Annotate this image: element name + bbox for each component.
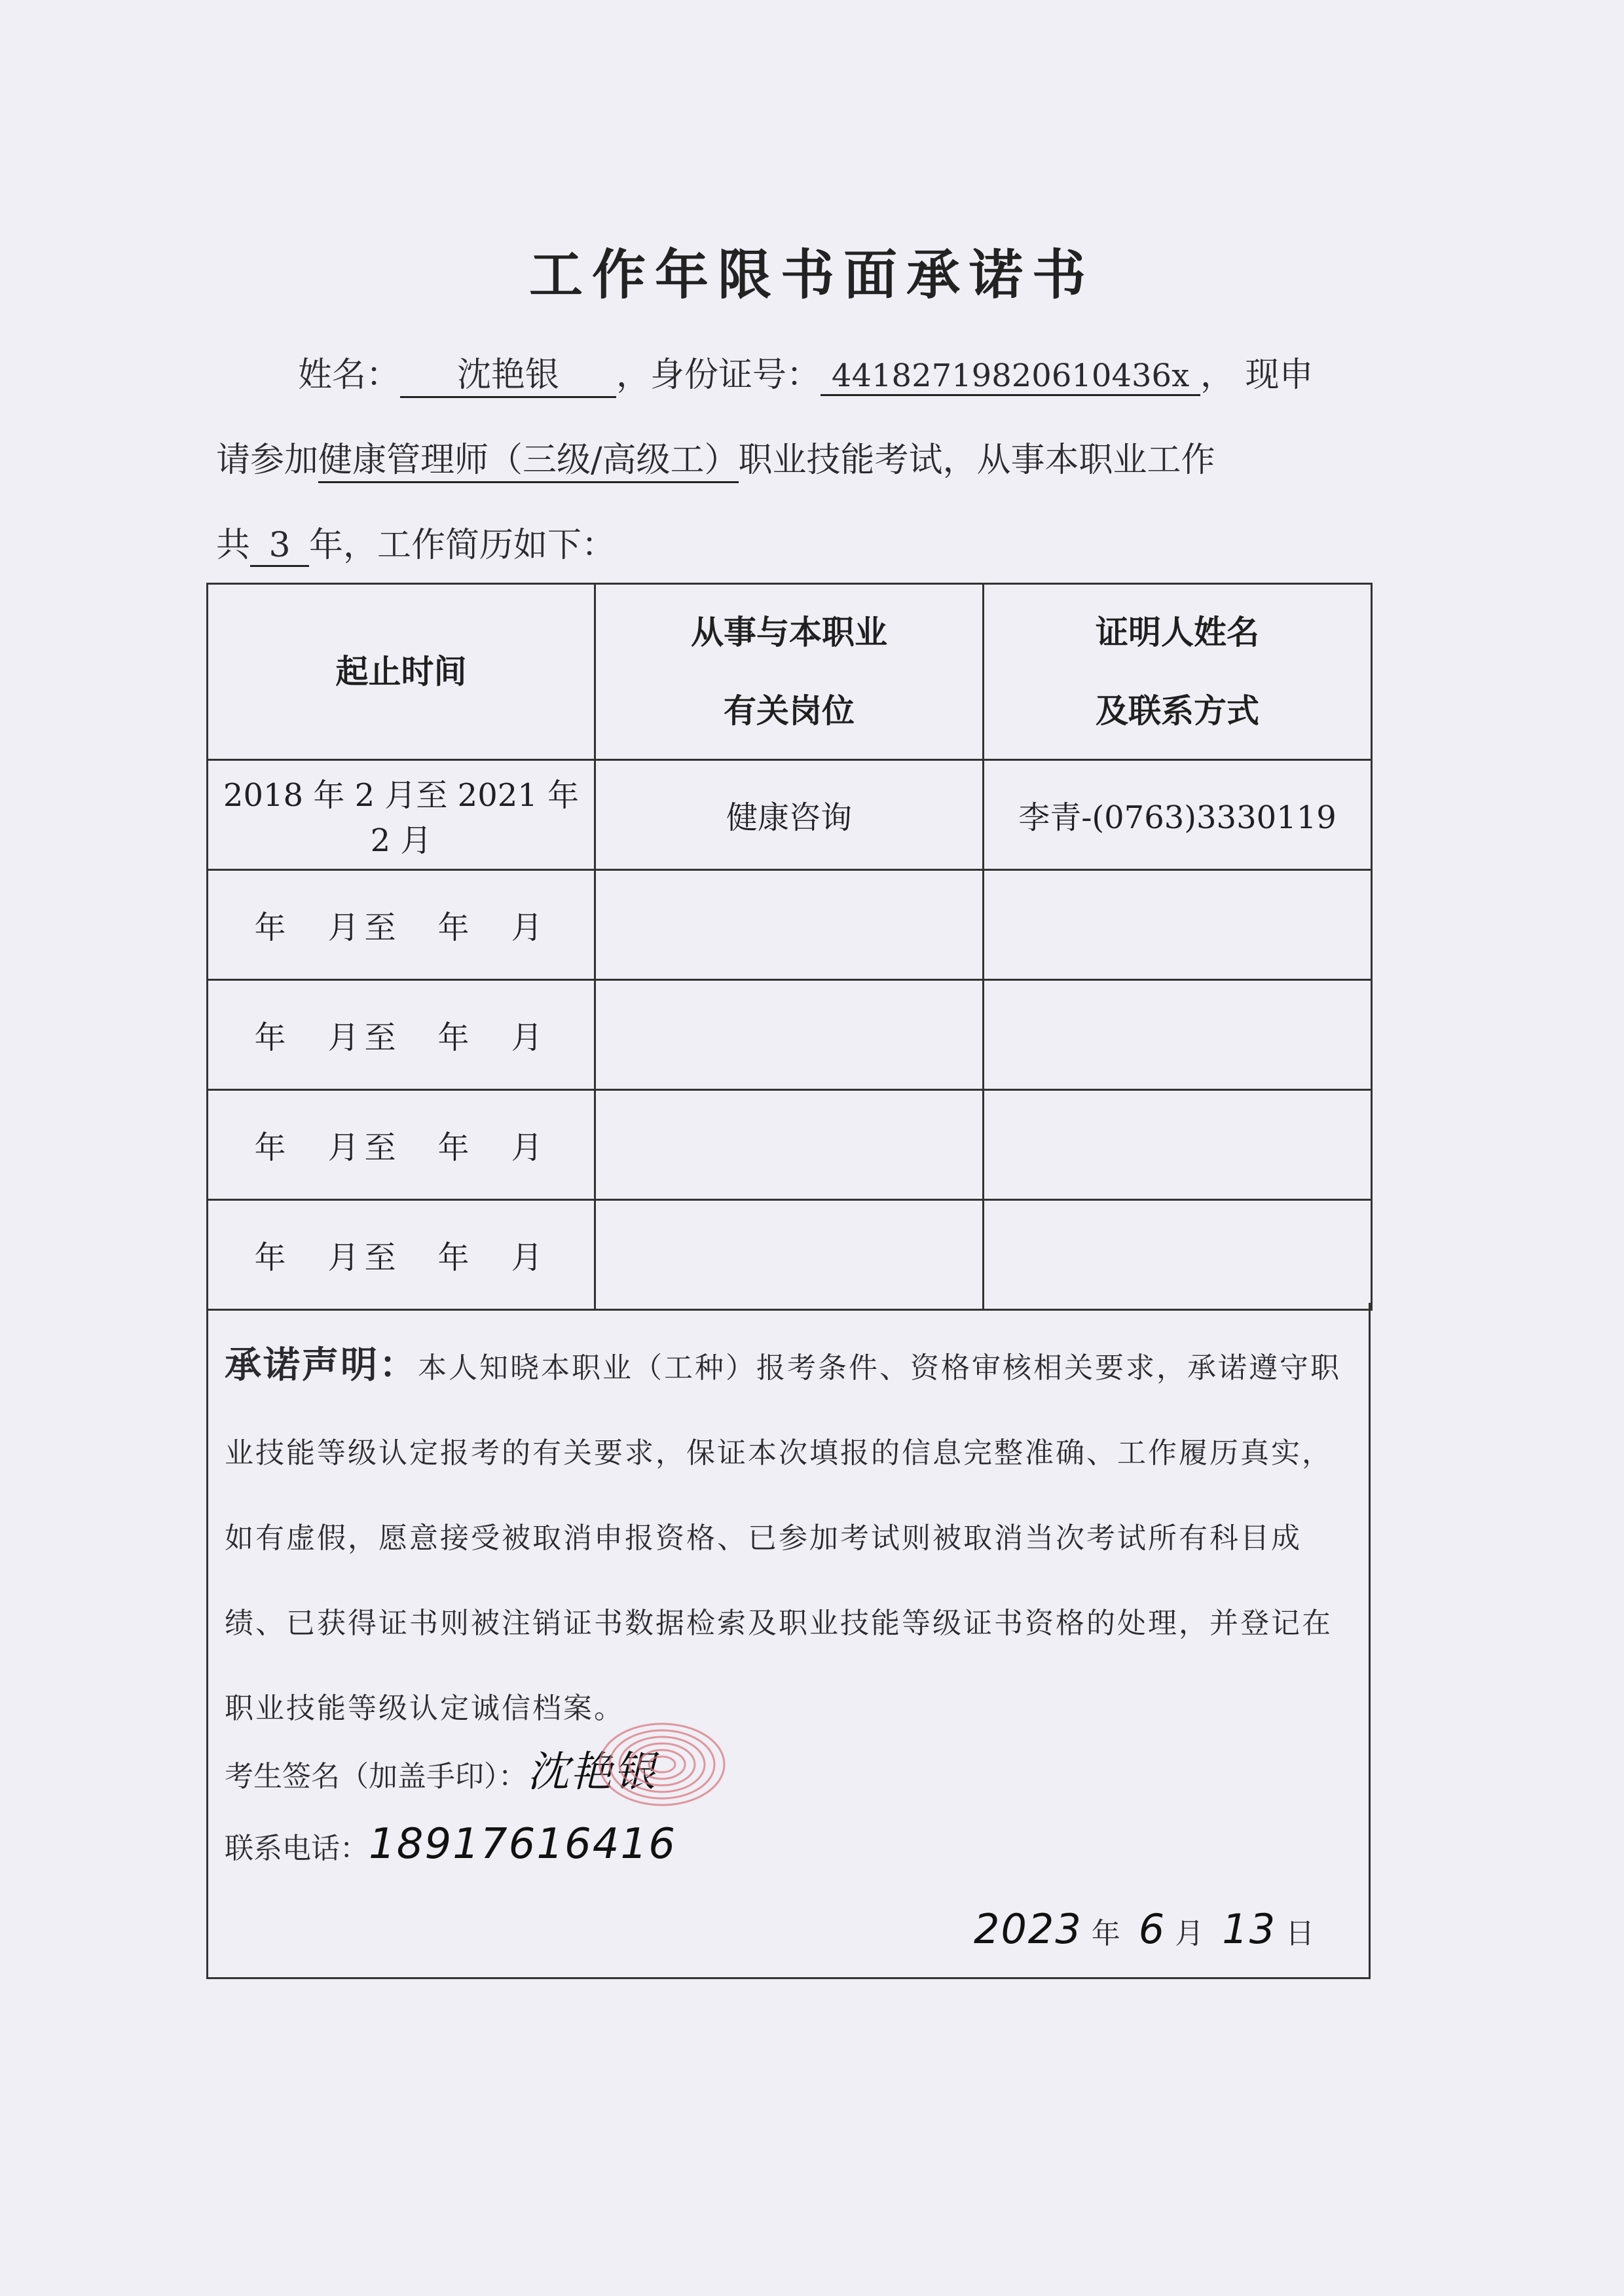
profession-value: 健康管理师（三级/高级工）: [318, 441, 739, 483]
date-row: [965, 1905, 1314, 1953]
signature-row: [225, 1738, 657, 1798]
position-cell: 健康咨询: [595, 760, 984, 870]
promise-label: 承诺声明：: [225, 1343, 418, 1387]
handwritten-signature: 沈艳银: [527, 1748, 657, 1796]
header-position-line2: 有关岗位: [724, 692, 855, 730]
position-cell: [595, 870, 984, 980]
date-day: 13: [1222, 1905, 1277, 1953]
period-cell: 年 月至 年 月: [208, 1200, 595, 1310]
date-month: 6: [1138, 1905, 1166, 1953]
year-unit: 年: [1091, 1917, 1120, 1950]
promise-body: 本人知晓本职业（工种）报考条件、资格审核相关要求，承诺遵守职业技能等级认定报考的有关要求，保证本次填报的信息完整准确、工作履历真实，如有虚假，愿意接受被取消申报资格、已参加考试则被取消当次考试所有科目成绩、已获得证书则被注销证书数据检索及职业技能等级证书资格的处理，并登记在职业技能等级认定诚信档案。: [225, 1351, 1341, 1725]
period-cell: 年 月至 年 月: [208, 870, 595, 980]
table-row: [208, 1090, 1372, 1200]
years-prefix: 共: [216, 526, 251, 565]
years-value: 3: [250, 526, 309, 567]
name-label: 姓名：: [298, 355, 401, 395]
position-cell: [595, 1090, 984, 1200]
intro-line-2: [216, 432, 1369, 481]
work-history-table: [206, 583, 1373, 1311]
witness-cell: [984, 870, 1372, 980]
witness-cell: [984, 1200, 1372, 1310]
promise-statement: [225, 1322, 1354, 1751]
phone-row: [225, 1820, 676, 1868]
table-row: [208, 760, 1372, 870]
header-witness-line2: 及联系方式: [1096, 692, 1259, 730]
table-row: [208, 1200, 1372, 1310]
fingerprint-stamp: [593, 1715, 731, 1813]
position-cell: [595, 1200, 984, 1310]
table-row: [208, 870, 1372, 980]
period-cell: 年 月至 年 月: [208, 980, 595, 1090]
header-period: 起止时间: [208, 584, 595, 760]
month-unit: 月: [1175, 1917, 1204, 1950]
phone-label: 联系电话：: [225, 1832, 369, 1865]
intro-line2-tail: 职业技能考试，从事本职业工作: [738, 441, 1215, 480]
name-value: 沈艳银: [400, 347, 616, 398]
handwritten-phone: 18917616416: [369, 1820, 676, 1868]
table-row: [208, 980, 1372, 1090]
day-unit: 日: [1285, 1917, 1315, 1950]
intro-line-1: [298, 347, 1450, 398]
id-number-value: 44182719820610436x: [821, 357, 1200, 396]
signature-label: 考生签名（加盖手印）：: [225, 1760, 527, 1793]
header-witness: [984, 584, 1372, 760]
id-label: ，身份证号：: [616, 355, 821, 395]
header-witness-line1: 证明人姓名: [1096, 613, 1259, 651]
witness-cell: [984, 1090, 1372, 1200]
intro-line1-tail: ， 现申: [1200, 355, 1314, 395]
period-cell: 2018 年 2 月至 2021 年 2 月: [208, 760, 595, 870]
period-cell: 年 月至 年 月: [208, 1090, 595, 1200]
promise-section: [206, 1303, 1371, 1979]
table-header-row: [208, 584, 1372, 760]
witness-cell: [984, 980, 1372, 1090]
apply-label: 请参加: [216, 441, 319, 480]
witness-cell: 李青-(0763)3330119: [984, 760, 1372, 870]
intro-line-3: [216, 517, 1369, 567]
document-title: 工作年限书面承诺书: [528, 244, 1095, 306]
header-position: [595, 584, 984, 760]
header-position-line1: 从事与本职业: [691, 613, 887, 651]
position-cell: [595, 980, 984, 1090]
date-year: 2023: [974, 1905, 1082, 1953]
intro-line3-tail: 年，工作简历如下：: [309, 526, 616, 565]
